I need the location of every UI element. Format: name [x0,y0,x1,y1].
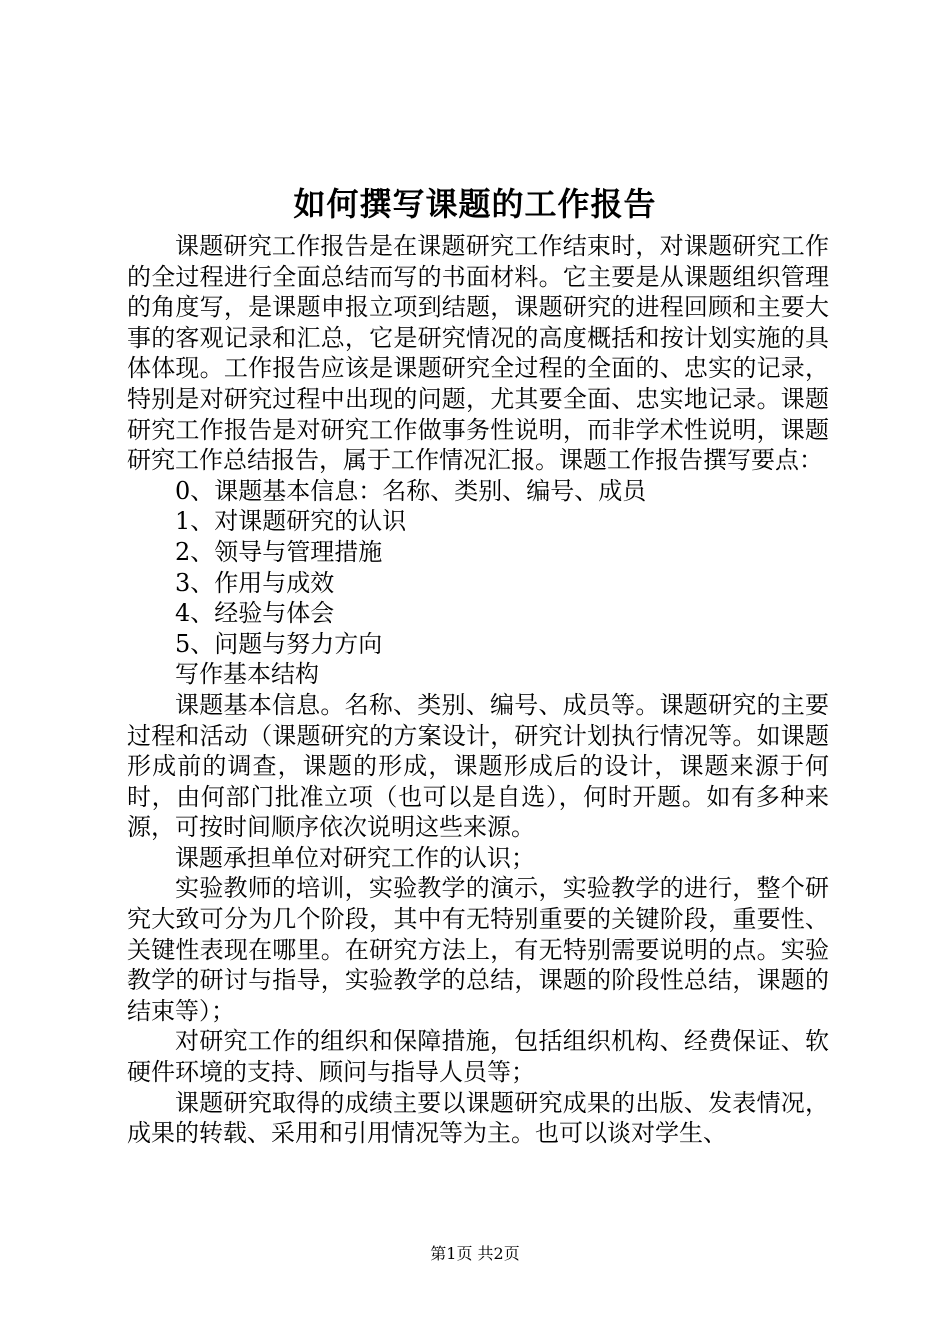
list-item: 0、课题基本信息：名称、类别、编号、成员 [175,476,647,505]
document-body [127,231,829,1149]
paragraph-organization: 对研究工作的组织和保障措施，包括组织机构、经费保证、软硬件环境的支持、顾问与指导人员等； [127,1027,829,1087]
paragraph-achievements: 课题研究取得的成绩主要以课题研究成果的出版、发表情况，成果的转载、采用和引用情况等为主。也可以谈对学生、 [127,1088,829,1148]
paragraph-basic-info: 课题基本信息。名称、类别、编号、成员等。课题研究的主要过程和活动（课题研究的方案设计，研究计划执行情况等。如课题形成前的调查，课题的形成，课题形成后的设计，课题来源于何时，由何部门批准立项（也可以是自选），何时开题。如有多种来源，可按时间顺序依次说明这些来源。 [127,690,829,842]
page-footer: 第1页 共2页 [430,1244,520,1263]
list-item: 5、问题与努力方向 [175,629,383,658]
list-item: 3、作用与成效 [175,568,335,597]
paragraph-training: 实验教师的培训，实验教学的演示，实验教学的进行，整个研究大致可分为几个阶段，其中有无特别重要的关键阶段，重要性、关键性表现在哪里。在研究方法上，有无特别需要说明的点。实验教学的研讨与指导，实验教学的总结，课题的阶段性总结，课题的结束等）； [127,874,829,1025]
list-item: 2、领导与管理措施 [175,537,383,566]
section-heading: 写作基本结构 [175,660,319,689]
paragraph-understanding: 课题承担单位对研究工作的认识； [175,843,535,872]
list-item: 4、经验与体会 [175,599,335,628]
list-item: 1、对课题研究的认识 [175,507,407,536]
paragraph-intro: 课题研究工作报告是在课题研究工作结束时，对课题研究工作的全过程进行全面总结而写的书面材料。它主要是从课题组织管理的角度写，是课题申报立项到结题，课题研究的进程回顾和主要大事的客观记录和汇总，它是研究情况的高度概括和按计划实施的具体体现。工作报告应该是课题研究全过程的全面的、忠实的记录，特别是对研究过程中出现的问题，尤其要全面、忠实地记录。课题研究工作报告是对研究工作做事务性说明，而非学术性说明，课题研究工作总结报告，属于工作情况汇报。课题工作报告撰写要点： [127,232,829,475]
document-title: 如何撰写课题的工作报告 [293,185,657,223]
